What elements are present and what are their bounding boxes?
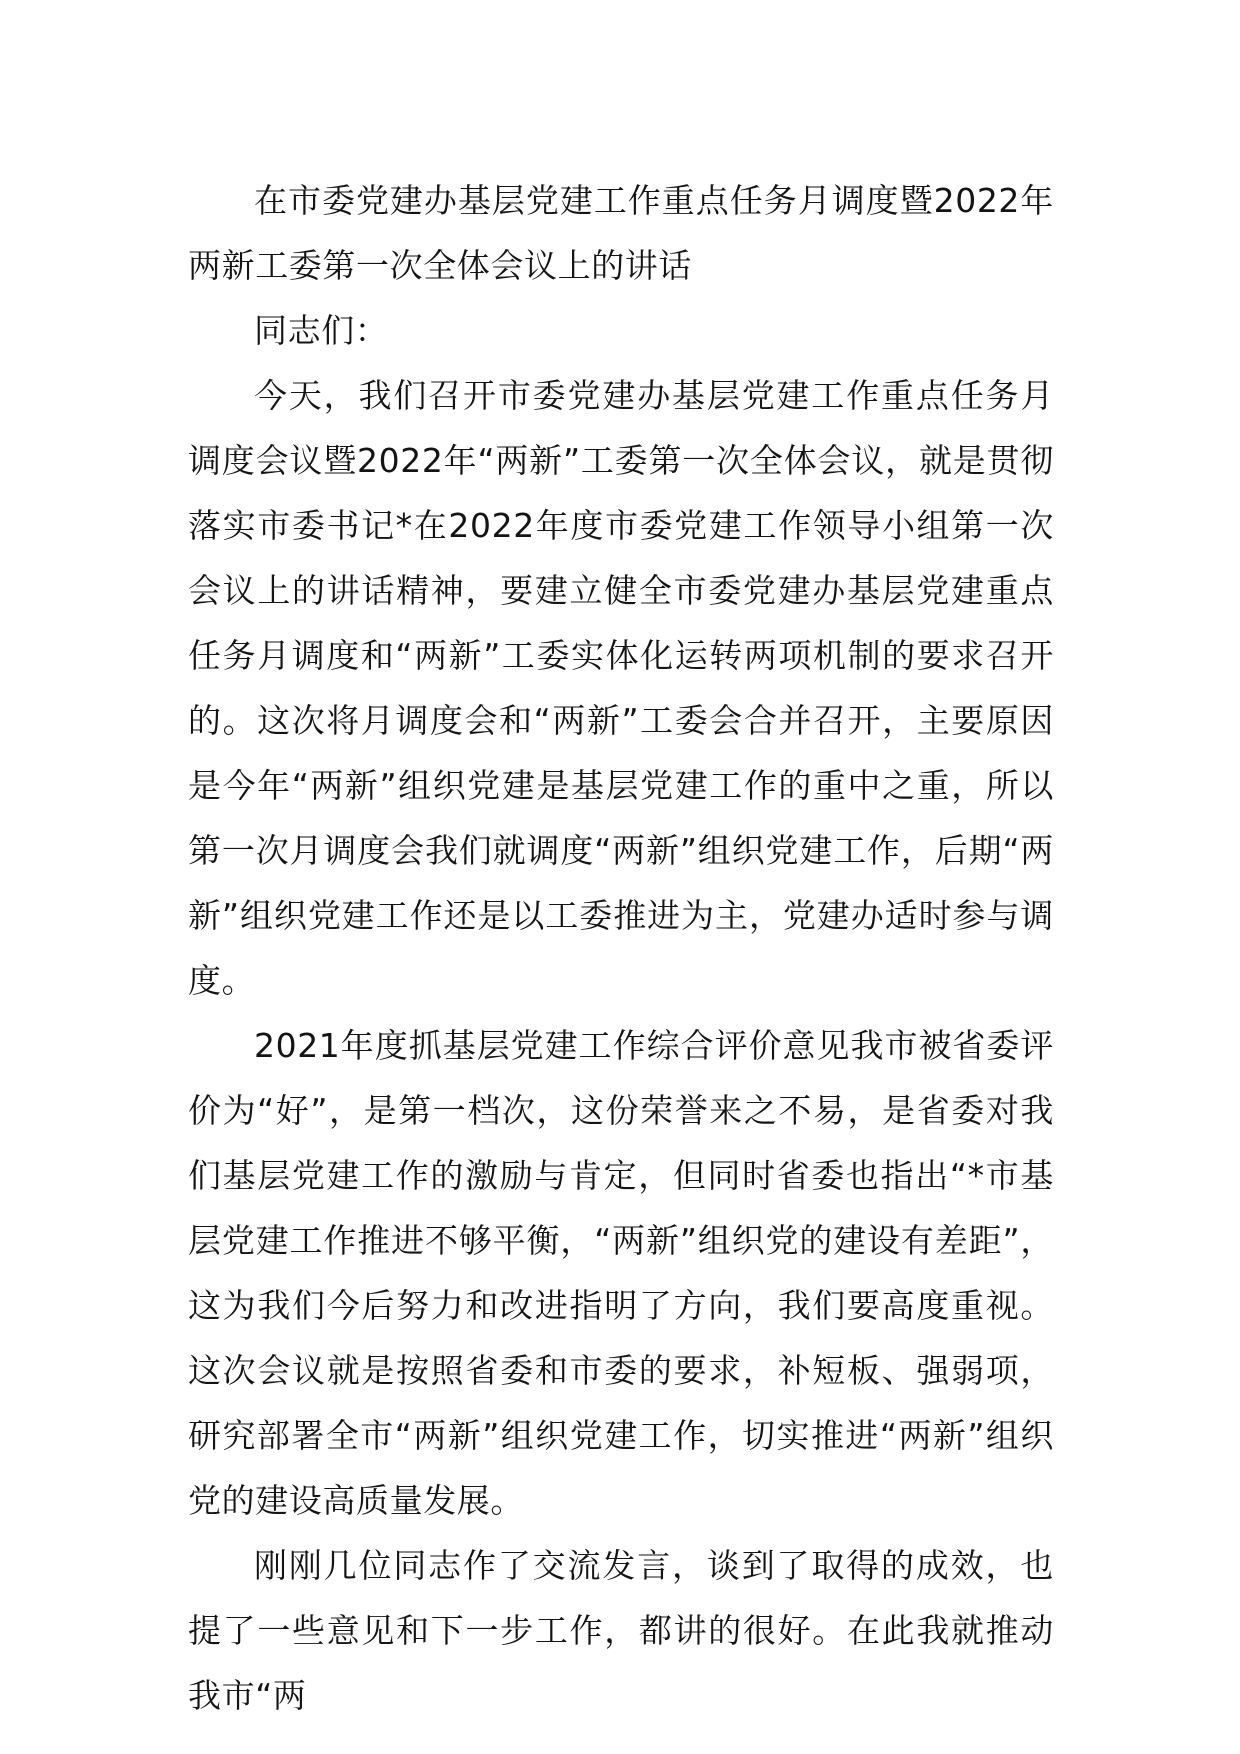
salutation: 同志们： [254,311,389,350]
document-body [188,168,1054,1728]
paragraph-opening: 今天，我们召开市委党建办基层党建工作重点任务月调度会议暨2022年“两新”工委第一次全体会议，就是贯彻落实市委书记*在2022年度市委党建工作领导小组第一次会议上的讲话精神，要建立健全市委党建办基层党建重点任务月调度和“两新”工委实体化运转两项机制的要求召开的。这次将月调度会和“两新”工委会合并召开，主要原因是今年“两新”组织党建是基层党建工作的重中之重，所以第一次月调度会我们就调度“两新”组织党建工作，后期“两新”组织党建工作还是以工委推进为主，党建办适时参与调度。 [188,376,1054,1000]
speech-title: 在市委党建办基层党建工作重点任务月调度暨2022年两新工委第一次全体会议上的讲话 [188,181,1054,285]
paragraph-evaluation: 2021年度抓基层党建工作综合评价意见我市被省委评价为“好”，是第一档次，这份荣誉来之不易，是省委对我们基层党建工作的激励与肯定，但同时省委也指出“*市基层党建工作推进不够平衡，“两新”组织党的建设有差距”，这为我们今后努力和改进指明了方向，我们要高度重视。这次会议就是按照省委和市委的要求，补短板、强弱项，研究部署全市“两新”组织党建工作，切实推进“两新”组织党的建设高质量发展。 [188,1026,1054,1520]
paragraph-remarks: 刚刚几位同志作了交流发言，谈到了取得的成效，也提了一些意见和下一步工作，都讲的很好。在此我就推动我市“两 [188,1546,1054,1715]
